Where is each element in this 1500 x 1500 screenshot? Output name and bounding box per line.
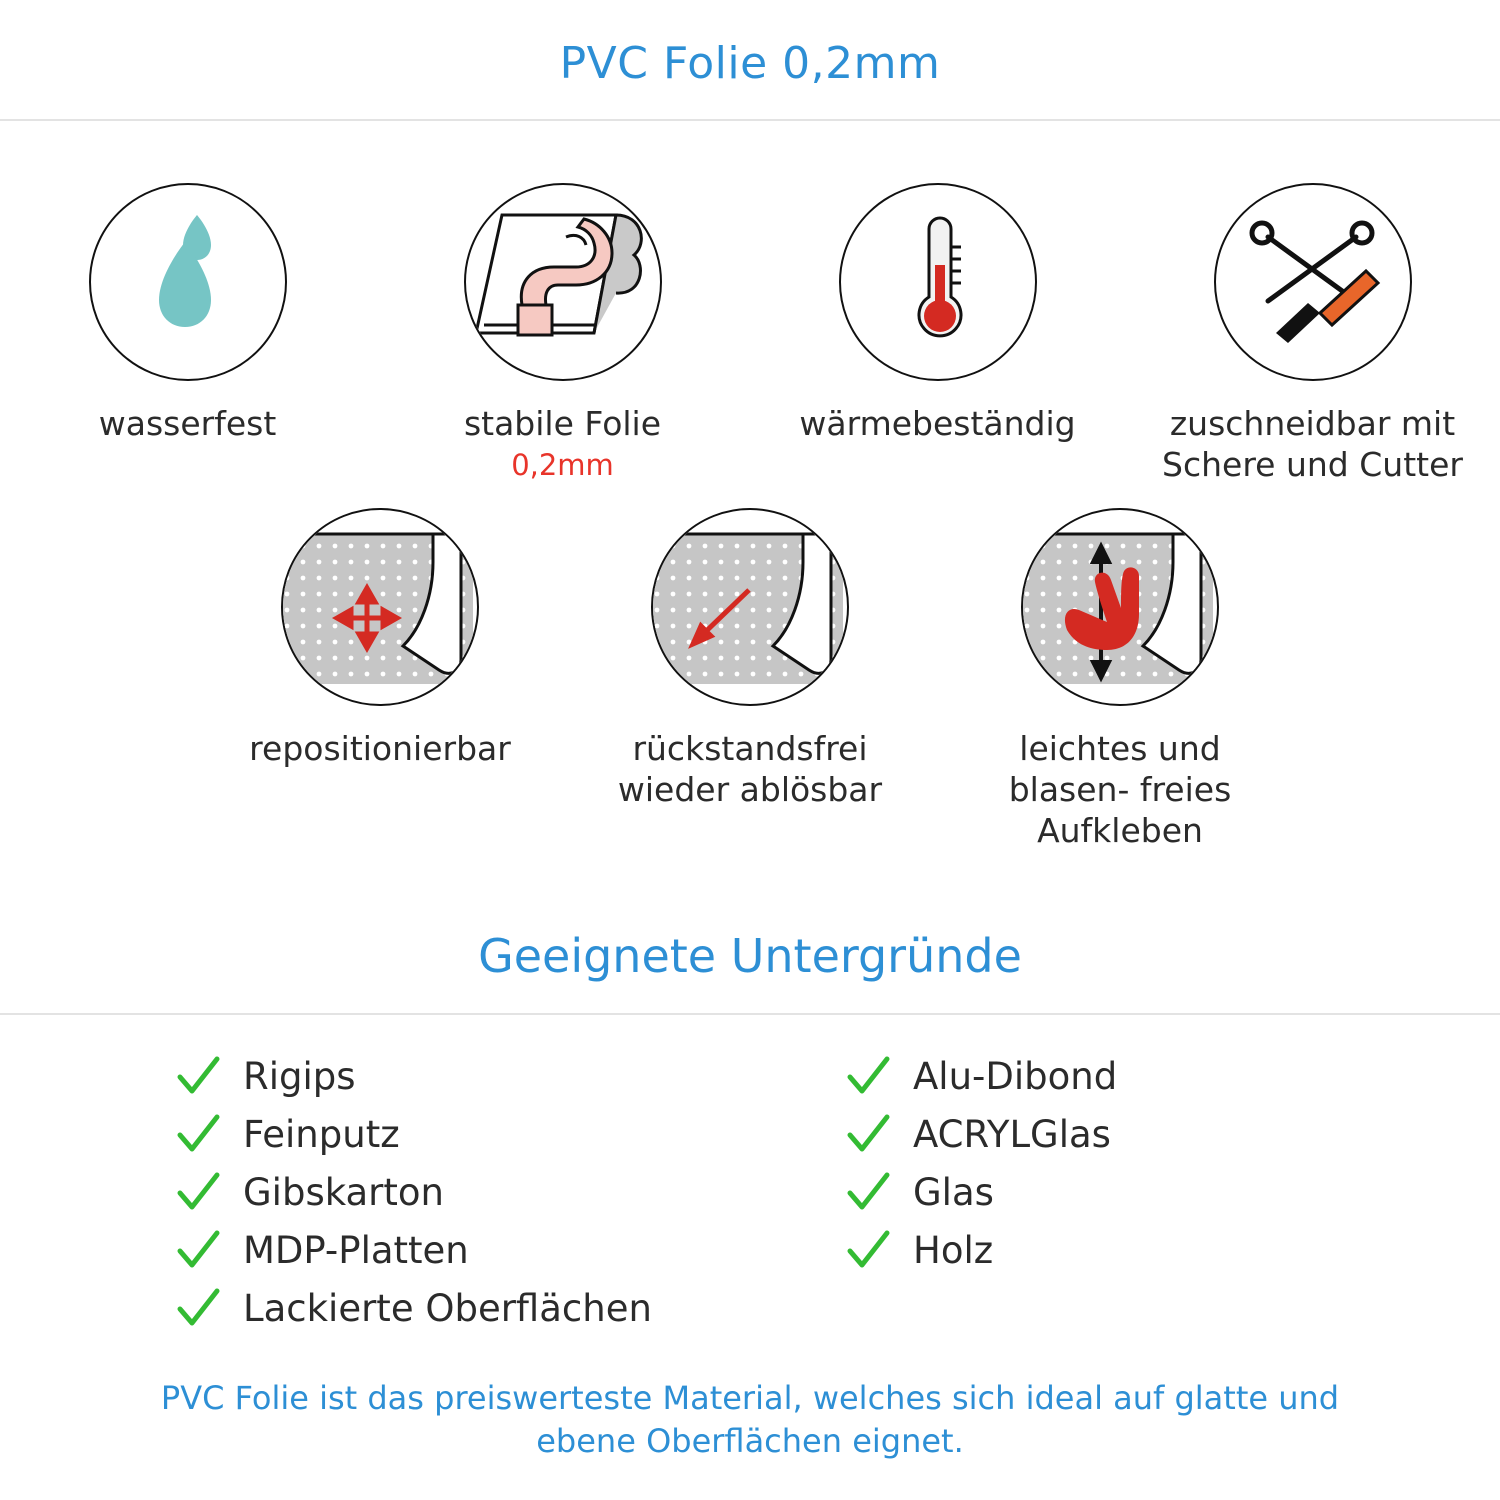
list-item	[845, 1053, 1365, 1099]
divider-middle	[0, 1013, 1500, 1015]
feature-rueckstandsfrei	[565, 508, 935, 811]
divider-top	[0, 119, 1500, 121]
feature-label: stabile Folie	[463, 404, 662, 443]
surfaces-list-right	[735, 1053, 1365, 1343]
page-title: PVC Folie 0,2mm	[559, 38, 941, 89]
list-item	[175, 1285, 735, 1331]
peel-off-arrow-icon	[651, 508, 849, 706]
check-icon	[845, 1053, 891, 1099]
feature-label: leichtes und blasen- freies Aufkleben	[1008, 728, 1232, 850]
list-item	[175, 1111, 735, 1157]
list-item	[845, 1169, 1365, 1215]
check-icon	[845, 1169, 891, 1215]
water-drops-icon	[89, 183, 287, 381]
list-item-label: Holz	[913, 1228, 994, 1272]
list-item	[845, 1111, 1365, 1157]
feature-label: wärmebeständig	[799, 404, 1076, 443]
feature-wasserfest	[0, 183, 375, 448]
footer-note: PVC Folie ist das preiswerteste Material, welches sich ideal auf glatte und ebene Oberflächen eignet.	[160, 1379, 1340, 1461]
list-item-label: Lackierte Oberflächen	[243, 1286, 652, 1330]
check-icon	[175, 1111, 221, 1157]
reposition-arrows-icon	[281, 508, 479, 706]
feature-row-1	[0, 183, 1500, 490]
check-icon	[175, 1227, 221, 1273]
list-item-label: Feinputz	[243, 1112, 400, 1156]
list-item	[175, 1169, 735, 1215]
feature-waermebestaendig	[750, 183, 1125, 448]
check-icon	[175, 1053, 221, 1099]
feature-stabile-folie	[375, 183, 750, 482]
check-icon	[845, 1111, 891, 1157]
list-item-label: Glas	[913, 1170, 994, 1214]
list-item	[175, 1053, 735, 1099]
list-item-label: Gibskarton	[243, 1170, 444, 1214]
feature-repositionierbar	[195, 508, 565, 769]
list-item-label: ACRYLGlas	[913, 1112, 1111, 1156]
feature-zuschneidbar	[1125, 183, 1500, 490]
list-item-label: MDP-Platten	[243, 1228, 469, 1272]
list-item-label: Alu-Dibond	[913, 1054, 1118, 1098]
surfaces-lists	[0, 1053, 1500, 1343]
check-icon	[175, 1169, 221, 1215]
surfaces-list-left	[175, 1053, 735, 1343]
list-item-label: Rigips	[243, 1054, 356, 1098]
check-icon	[175, 1285, 221, 1331]
feature-label: rückstandsfrei wieder ablösbar	[617, 728, 883, 809]
feature-label: zuschneidbar mit Schere und Cutter	[1162, 404, 1463, 485]
thermometer-icon	[839, 183, 1037, 381]
section-heading-untergruende: Geeignete Untergründe	[478, 929, 1022, 984]
hand-smoothing-icon	[1021, 508, 1219, 706]
feature-aufkleben	[935, 508, 1305, 852]
list-item	[175, 1227, 735, 1273]
feature-label: wasserfest	[98, 404, 277, 443]
feature-row-2	[0, 508, 1500, 852]
feature-sublabel: 0,2mm	[511, 448, 614, 483]
list-item	[845, 1227, 1365, 1273]
strong-arm-film-icon	[464, 183, 662, 381]
check-icon	[845, 1227, 891, 1273]
scissors-cutter-icon	[1214, 183, 1412, 381]
feature-label: repositionierbar	[249, 728, 511, 768]
